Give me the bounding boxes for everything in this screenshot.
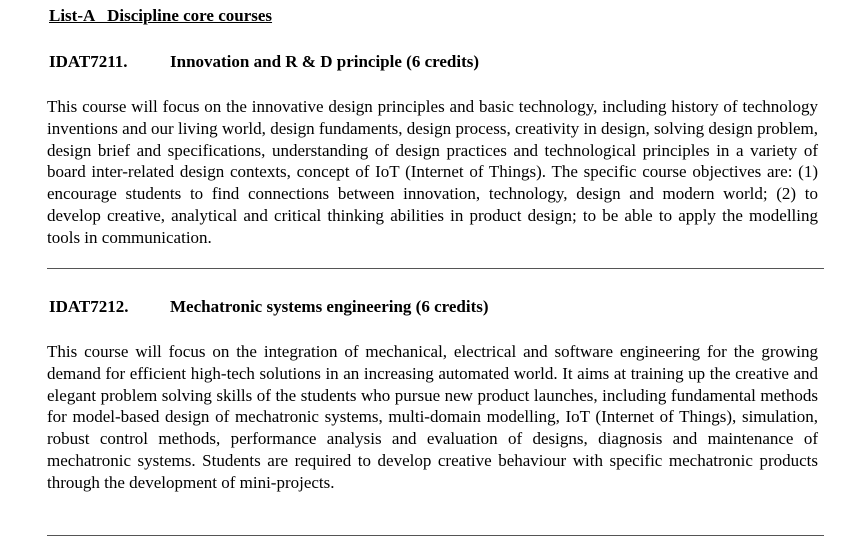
section-divider — [47, 535, 824, 536]
section-divider — [47, 268, 824, 269]
course-name: Innovation and R & D principle (6 credits) — [170, 52, 480, 71]
section-heading: List-A Discipline core courses — [49, 6, 273, 25]
course-code: IDAT7211. — [49, 52, 128, 71]
course-code: IDAT7212. — [49, 297, 129, 316]
course-title-idat7211 — [49, 51, 479, 73]
course-title-idat7212 — [49, 296, 489, 318]
course-name: Mechatronic systems engineering (6 credits) — [170, 297, 489, 316]
course-description-idat7212: This course will focus on the integration of mechanical, electrical and software engineering for the growing demand for efficient high-tech solutions in an increasing automated world. It aims at training up the creative and elegant problem solving skills of the students who pursue new product launches, including fundamental methods for model-based design of mechatronic systems, multi-domain modelling, IoT (Internet of Things), simulation, robust control methods, performance analysis and evaluation of designs, diagnosis and maintenance of mechatronic systems. Students are required to develop creative behaviour with specific mechatronic products through the development of mini-projects. — [47, 342, 818, 492]
course-description-idat7211: This course will focus on the innovative design principles and basic technology, including history of technology inventions and our living world, design fundaments, design process, creativity in design, solving design problem, design brief and specifications, understanding of design practices and technological principles in a variety of board inter-related design contexts, concept of IoT (Internet of Things). The specific course objectives are: (1) encourage students to find connections between innovation, technology, design and modern world; (2) to develop creative, analytical and critical thinking abilities in product design; to be able to apply the modelling tools in communication. — [47, 97, 818, 247]
